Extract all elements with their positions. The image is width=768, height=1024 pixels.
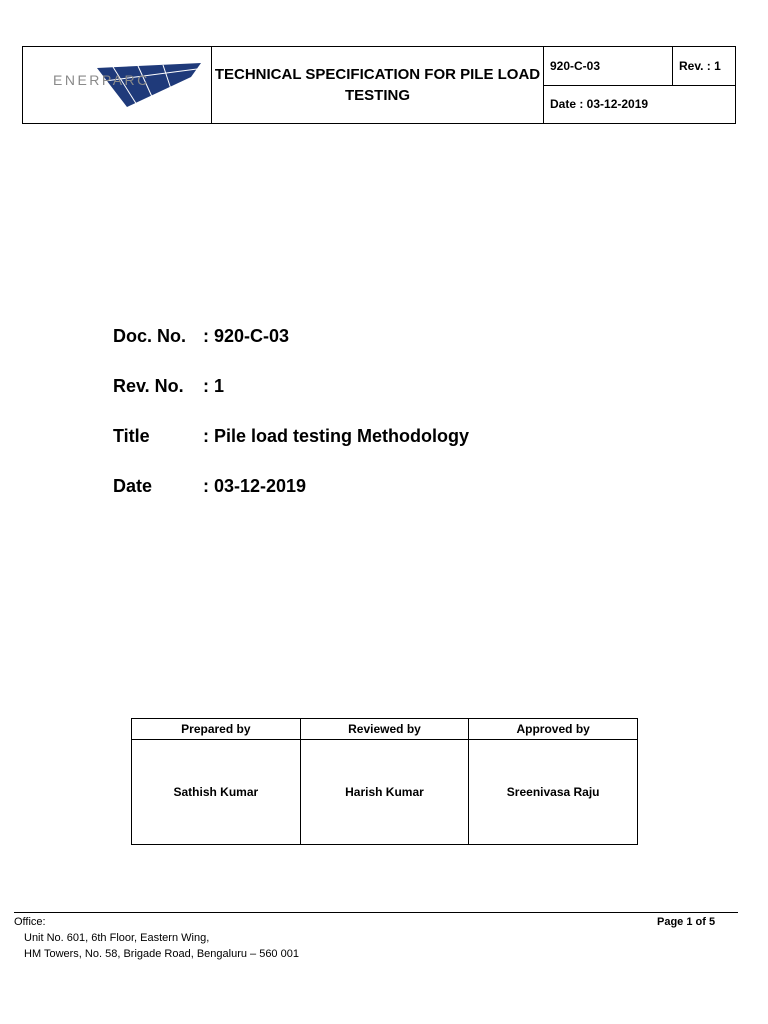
doc-info-value: : 1 [203, 376, 225, 396]
doc-info-value: : 920-C-03 [203, 326, 290, 346]
footer-office-label: Office: [14, 916, 46, 928]
doc-info-label: Doc. No. [113, 326, 187, 346]
page-number: Page 1 of 5 [657, 916, 716, 928]
prepared-by-header: Prepared by [132, 719, 301, 740]
footer-address-line1: Unit No. 601, 6th Floor, Eastern Wing, [24, 932, 210, 944]
doc-info [113, 326, 469, 526]
approved-by-header: Approved by [469, 719, 638, 740]
document-header [22, 46, 736, 124]
spec-title [212, 47, 544, 124]
doc-info-row [113, 426, 469, 476]
reviewed-by-name: Harish Kumar [300, 740, 469, 845]
prepared-by-name: Sathish Kumar [132, 740, 301, 845]
logo-cell [23, 47, 212, 124]
doc-info-row [113, 476, 469, 526]
doc-info-row [113, 326, 469, 376]
doc-info-label: Date [113, 476, 153, 496]
revision: Rev. : 1 [673, 47, 736, 86]
doc-info-row [113, 376, 469, 426]
doc-info-value: : 03-12-2019 [203, 476, 307, 496]
footer-divider [14, 912, 738, 913]
svg-text:ENERPARC: ENERPARC [53, 72, 150, 88]
spec-title-line1: TECHNICAL SPECIFICATION FOR PILE LOAD [214, 66, 541, 83]
doc-info-value: : Pile load testing Methodology [203, 426, 470, 446]
enerparc-logo [53, 63, 203, 109]
doc-info-label: Rev. No. [113, 376, 184, 396]
signoff-table [131, 718, 638, 845]
spec-title-line2: TESTING [344, 87, 410, 104]
footer-address-line2: HM Towers, No. 58, Brigade Road, Bengaluru – 560 001 [24, 948, 299, 960]
doc-info-label: Title [113, 426, 150, 446]
reviewed-by-header: Reviewed by [300, 719, 469, 740]
approved-by-name: Sreenivasa Raju [469, 740, 638, 845]
doc-code: 920-C-03 [544, 47, 673, 86]
header-date: Date : 03-12-2019 [544, 85, 736, 124]
